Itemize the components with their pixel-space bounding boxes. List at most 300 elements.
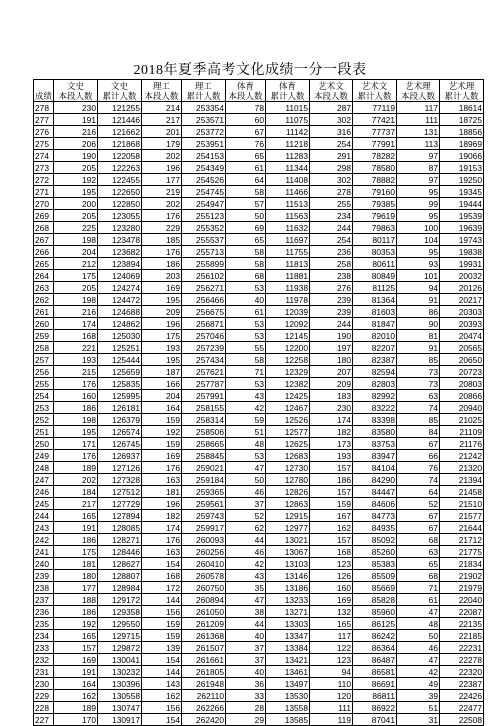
cell-yishuli-cumulative: 20474 xyxy=(440,330,484,342)
cell-yishuli-segment: 61 xyxy=(397,594,440,606)
cell-tiyu-segment: 60 xyxy=(226,114,266,126)
cell-yishuli-segment: 84 xyxy=(397,426,440,438)
cell-yishuli-cumulative: 20393 xyxy=(440,318,484,330)
cell-ligong-cumulative: 255123 xyxy=(182,210,226,222)
cell-score: 258 xyxy=(34,342,54,354)
cell-score: 231 xyxy=(34,666,54,678)
cell-wenshi-segment: 205 xyxy=(54,282,98,294)
cell-score: 278 xyxy=(34,102,54,114)
cell-yishuli-segment: 74 xyxy=(397,402,440,414)
cell-ligong-segment: 175 xyxy=(142,330,182,342)
cell-wenshi-cumulative: 127328 xyxy=(98,474,142,486)
table-row xyxy=(34,678,484,690)
cell-ligong-cumulative: 254745 xyxy=(182,186,226,198)
cell-ligong-segment: 159 xyxy=(142,438,182,450)
cell-wenshi-segment: 230 xyxy=(54,102,98,114)
cell-yishuli-cumulative: 19066 xyxy=(440,150,484,162)
cell-tiyu-cumulative: 13497 xyxy=(266,678,310,690)
cell-ligong-segment: 196 xyxy=(142,498,182,510)
cell-wenshi-segment: 205 xyxy=(54,210,98,222)
cell-tiyu-cumulative: 11344 xyxy=(266,162,310,174)
cell-wenshi-cumulative: 130558 xyxy=(98,690,142,702)
cell-tiyu-cumulative: 11632 xyxy=(266,222,310,234)
cell-tiyu-cumulative: 12863 xyxy=(266,498,310,510)
cell-wenshi-cumulative: 129715 xyxy=(98,630,142,642)
cell-wenshi-segment: 215 xyxy=(54,366,98,378)
cell-wenshi-cumulative: 128807 xyxy=(98,570,142,582)
cell-wenshi-segment: 216 xyxy=(54,306,98,318)
cell-yishuli-segment: 81 xyxy=(397,330,440,342)
cell-wenshi-cumulative: 130041 xyxy=(98,654,142,666)
cell-wenshi-segment: 157 xyxy=(54,642,98,654)
cell-yishuwen-segment: 278 xyxy=(310,186,353,198)
table-row xyxy=(34,522,484,534)
cell-tiyu-segment: 58 xyxy=(226,354,266,366)
cell-score: 238 xyxy=(34,582,54,594)
cell-yishuli-cumulative: 22278 xyxy=(440,654,484,666)
cell-wenshi-cumulative: 121446 xyxy=(98,114,142,126)
column-header-score: 成绩 xyxy=(34,80,54,102)
cell-tiyu-segment: 53 xyxy=(226,282,266,294)
cell-tiyu-cumulative: 13461 xyxy=(266,666,310,678)
cell-wenshi-cumulative: 125835 xyxy=(98,378,142,390)
cell-yishuli-cumulative: 18856 xyxy=(440,126,484,138)
cell-wenshi-segment: 204 xyxy=(54,246,98,258)
table-row xyxy=(34,390,484,402)
cell-yishuwen-cumulative: 83222 xyxy=(353,402,397,414)
table-row xyxy=(34,210,484,222)
cell-wenshi-cumulative: 126937 xyxy=(98,450,142,462)
cell-tiyu-segment: 62 xyxy=(226,522,266,534)
cell-yishuli-cumulative: 20803 xyxy=(440,378,484,390)
cell-tiyu-segment: 44 xyxy=(226,534,266,546)
cell-tiyu-segment: 53 xyxy=(226,330,266,342)
cell-tiyu-cumulative: 12329 xyxy=(266,366,310,378)
cell-yishuwen-segment: 197 xyxy=(310,342,353,354)
cell-ligong-cumulative: 260093 xyxy=(182,534,226,546)
cell-score: 247 xyxy=(34,474,54,486)
cell-score: 239 xyxy=(34,570,54,582)
cell-yishuwen-cumulative: 78282 xyxy=(353,150,397,162)
cell-yishuwen-segment: 316 xyxy=(310,126,353,138)
cell-wenshi-cumulative: 126181 xyxy=(98,402,142,414)
cell-yishuwen-cumulative: 84935 xyxy=(353,522,397,534)
cell-yishuwen-cumulative: 83580 xyxy=(353,426,397,438)
cell-yishuwen-segment: 239 xyxy=(310,306,353,318)
cell-wenshi-segment: 191 xyxy=(54,522,98,534)
cell-yishuli-segment: 76 xyxy=(397,462,440,474)
table-row xyxy=(34,150,484,162)
cell-yishuli-segment: 63 xyxy=(397,546,440,558)
cell-wenshi-cumulative: 129872 xyxy=(98,642,142,654)
cell-yishuwen-cumulative: 79619 xyxy=(353,210,397,222)
cell-wenshi-segment: 180 xyxy=(54,570,98,582)
cell-yishuli-segment: 85 xyxy=(397,354,440,366)
cell-ligong-segment: 181 xyxy=(142,486,182,498)
cell-ligong-cumulative: 259365 xyxy=(182,486,226,498)
cell-wenshi-segment: 202 xyxy=(54,474,98,486)
cell-yishuwen-segment: 168 xyxy=(310,546,353,558)
cell-tiyu-cumulative: 12526 xyxy=(266,414,310,426)
cell-yishuli-segment: 86 xyxy=(397,306,440,318)
cell-wenshi-cumulative: 122263 xyxy=(98,162,142,174)
cell-ligong-cumulative: 254526 xyxy=(182,174,226,186)
cell-score: 250 xyxy=(34,438,54,450)
cell-tiyu-cumulative: 12425 xyxy=(266,390,310,402)
cell-ligong-segment: 139 xyxy=(142,642,182,654)
cell-wenshi-cumulative: 129358 xyxy=(98,606,142,618)
cell-tiyu-segment: 58 xyxy=(226,186,266,198)
cell-yishuwen-segment: 169 xyxy=(310,594,353,606)
cell-tiyu-segment: 44 xyxy=(226,618,266,630)
cell-ligong-segment: 204 xyxy=(142,390,182,402)
cell-yishuli-cumulative: 18969 xyxy=(440,138,484,150)
table-row xyxy=(34,618,484,630)
cell-yishuli-cumulative: 21902 xyxy=(440,570,484,582)
cell-ligong-segment: 164 xyxy=(142,402,182,414)
cell-tiyu-segment: 78 xyxy=(226,102,266,114)
cell-ligong-cumulative: 256271 xyxy=(182,282,226,294)
cell-tiyu-segment: 40 xyxy=(226,630,266,642)
cell-tiyu-segment: 47 xyxy=(226,462,266,474)
cell-wenshi-segment: 177 xyxy=(54,582,98,594)
cell-wenshi-cumulative: 130747 xyxy=(98,702,142,714)
cell-tiyu-cumulative: 11466 xyxy=(266,186,310,198)
cell-yishuwen-cumulative: 77991 xyxy=(353,138,397,150)
cell-wenshi-segment: 186 xyxy=(54,534,98,546)
cell-yishuli-cumulative: 19250 xyxy=(440,174,484,186)
cell-yishuwen-segment: 123 xyxy=(310,654,353,666)
cell-tiyu-cumulative: 12382 xyxy=(266,378,310,390)
cell-wenshi-segment: 212 xyxy=(54,258,98,270)
cell-ligong-segment: 185 xyxy=(142,234,182,246)
cell-tiyu-segment: 65 xyxy=(226,150,266,162)
cell-yishuwen-cumulative: 85669 xyxy=(353,582,397,594)
cell-ligong-segment: 217 xyxy=(142,114,182,126)
cell-ligong-segment: 176 xyxy=(142,462,182,474)
cell-yishuwen-segment: 174 xyxy=(310,414,353,426)
cell-score: 240 xyxy=(34,558,54,570)
cell-yishuli-segment: 39 xyxy=(397,690,440,702)
cell-ligong-segment: 154 xyxy=(142,714,182,726)
cell-ligong-segment: 162 xyxy=(142,690,182,702)
cell-tiyu-segment: 37 xyxy=(226,654,266,666)
cell-tiyu-segment: 61 xyxy=(226,162,266,174)
cell-ligong-segment: 163 xyxy=(142,474,182,486)
table-row xyxy=(34,546,484,558)
cell-yishuwen-segment: 190 xyxy=(310,330,353,342)
cell-yishuwen-cumulative: 79160 xyxy=(353,186,397,198)
cell-yishuli-cumulative: 20866 xyxy=(440,390,484,402)
cell-yishuwen-cumulative: 77737 xyxy=(353,126,397,138)
cell-ligong-segment: 176 xyxy=(142,210,182,222)
cell-yishuli-cumulative: 20940 xyxy=(440,402,484,414)
cell-yishuli-cumulative: 22508 xyxy=(440,714,484,726)
table-row xyxy=(34,474,484,486)
cell-ligong-cumulative: 256675 xyxy=(182,306,226,318)
cell-tiyu-segment: 52 xyxy=(226,510,266,522)
cell-score: 276 xyxy=(34,126,54,138)
cell-tiyu-segment: 53 xyxy=(226,318,266,330)
cell-wenshi-cumulative: 123055 xyxy=(98,210,142,222)
cell-ligong-segment: 196 xyxy=(142,318,182,330)
cell-wenshi-cumulative: 128627 xyxy=(98,558,142,570)
cell-yishuli-segment: 117 xyxy=(397,102,440,114)
cell-ligong-cumulative: 261209 xyxy=(182,618,226,630)
cell-wenshi-cumulative: 128271 xyxy=(98,534,142,546)
cell-wenshi-cumulative: 126745 xyxy=(98,438,142,450)
cell-yishuwen-segment: 287 xyxy=(310,102,353,114)
cell-yishuwen-cumulative: 85260 xyxy=(353,546,397,558)
cell-yishuwen-cumulative: 83398 xyxy=(353,414,397,426)
cell-ligong-cumulative: 262266 xyxy=(182,702,226,714)
cell-wenshi-segment: 188 xyxy=(54,594,98,606)
cell-score: 228 xyxy=(34,702,54,714)
cell-yishuwen-segment: 157 xyxy=(310,462,353,474)
cell-wenshi-segment: 181 xyxy=(54,558,98,570)
table-row xyxy=(34,318,484,330)
cell-yishuwen-segment: 159 xyxy=(310,498,353,510)
cell-score: 274 xyxy=(34,150,54,162)
cell-yishuli-segment: 97 xyxy=(397,174,440,186)
cell-yishuli-segment: 93 xyxy=(397,258,440,270)
cell-yishuwen-segment: 126 xyxy=(310,570,353,582)
cell-tiyu-cumulative: 13067 xyxy=(266,546,310,558)
cell-yishuli-cumulative: 18725 xyxy=(440,114,484,126)
cell-yishuwen-segment: 165 xyxy=(310,618,353,630)
table-row xyxy=(34,126,484,138)
cell-yishuli-segment: 66 xyxy=(397,450,440,462)
cell-wenshi-cumulative: 130396 xyxy=(98,678,142,690)
cell-tiyu-cumulative: 13530 xyxy=(266,690,310,702)
cell-yishuli-cumulative: 22135 xyxy=(440,618,484,630)
cell-yishuwen-segment: 302 xyxy=(310,174,353,186)
cell-yishuli-segment: 51 xyxy=(397,702,440,714)
cell-score: 268 xyxy=(34,222,54,234)
cell-tiyu-cumulative: 13186 xyxy=(266,582,310,594)
cell-yishuli-cumulative: 21176 xyxy=(440,438,484,450)
cell-tiyu-cumulative: 12683 xyxy=(266,450,310,462)
cell-wenshi-cumulative: 122850 xyxy=(98,198,142,210)
table-body xyxy=(34,102,484,726)
cell-yishuwen-segment: 183 xyxy=(310,390,353,402)
cell-yishuwen-cumulative: 86581 xyxy=(353,666,397,678)
cell-yishuli-segment: 71 xyxy=(397,582,440,594)
cell-yishuli-cumulative: 19153 xyxy=(440,162,484,174)
table-row xyxy=(34,606,484,618)
cell-tiyu-segment: 48 xyxy=(226,438,266,450)
cell-ligong-cumulative: 262110 xyxy=(182,690,226,702)
cell-yishuli-cumulative: 22387 xyxy=(440,678,484,690)
column-header-wenshi-cumulative: 文史 累计人数 xyxy=(98,80,142,102)
cell-tiyu-segment: 50 xyxy=(226,210,266,222)
cell-yishuwen-cumulative: 84104 xyxy=(353,462,397,474)
cell-wenshi-cumulative: 129550 xyxy=(98,618,142,630)
column-header-ligong-cumulative: 理工 累计人数 xyxy=(182,80,226,102)
cell-yishuli-segment: 101 xyxy=(397,270,440,282)
cell-ligong-segment: 159 xyxy=(142,630,182,642)
cell-yishuli-segment: 63 xyxy=(397,390,440,402)
cell-ligong-cumulative: 258506 xyxy=(182,426,226,438)
cell-tiyu-cumulative: 11015 xyxy=(266,102,310,114)
cell-tiyu-cumulative: 13384 xyxy=(266,642,310,654)
cell-wenshi-segment: 165 xyxy=(54,510,98,522)
cell-wenshi-segment: 221 xyxy=(54,342,98,354)
cell-yishuwen-segment: 234 xyxy=(310,210,353,222)
cell-wenshi-segment: 216 xyxy=(54,126,98,138)
cell-wenshi-cumulative: 126379 xyxy=(98,414,142,426)
cell-yishuwen-segment: 255 xyxy=(310,198,353,210)
cell-ligong-cumulative: 257787 xyxy=(182,378,226,390)
cell-score: 229 xyxy=(34,690,54,702)
cell-yishuli-segment: 99 xyxy=(397,198,440,210)
cell-yishuwen-segment: 254 xyxy=(310,138,353,150)
cell-yishuli-cumulative: 21834 xyxy=(440,558,484,570)
cell-yishuwen-segment: 186 xyxy=(310,474,353,486)
table-row xyxy=(34,198,484,210)
table-row xyxy=(34,438,484,450)
cell-wenshi-cumulative: 128984 xyxy=(98,582,142,594)
cell-ligong-cumulative: 260578 xyxy=(182,570,226,582)
cell-tiyu-segment: 64 xyxy=(226,174,266,186)
cell-yishuli-cumulative: 21394 xyxy=(440,474,484,486)
cell-yishuwen-cumulative: 77421 xyxy=(353,114,397,126)
cell-yishuli-segment: 85 xyxy=(397,414,440,426)
cell-yishuwen-segment: 117 xyxy=(310,630,353,642)
cell-yishuwen-cumulative: 82010 xyxy=(353,330,397,342)
cell-ligong-cumulative: 257046 xyxy=(182,330,226,342)
cell-wenshi-cumulative: 130917 xyxy=(98,714,142,726)
cell-score: 259 xyxy=(34,330,54,342)
cell-tiyu-cumulative: 13303 xyxy=(266,618,310,630)
cell-score: 254 xyxy=(34,390,54,402)
cell-yishuli-cumulative: 20303 xyxy=(440,306,484,318)
cell-wenshi-cumulative: 127894 xyxy=(98,510,142,522)
table-row xyxy=(34,282,484,294)
cell-yishuli-cumulative: 21242 xyxy=(440,450,484,462)
cell-ligong-cumulative: 260256 xyxy=(182,546,226,558)
cell-ligong-cumulative: 261805 xyxy=(182,666,226,678)
cell-tiyu-cumulative: 12258 xyxy=(266,354,310,366)
cell-yishuli-cumulative: 20723 xyxy=(440,366,484,378)
table-row xyxy=(34,114,484,126)
cell-ligong-segment: 177 xyxy=(142,174,182,186)
cell-wenshi-segment: 176 xyxy=(54,450,98,462)
cell-ligong-segment: 202 xyxy=(142,198,182,210)
cell-yishuwen-cumulative: 85509 xyxy=(353,570,397,582)
cell-ligong-segment: 176 xyxy=(142,246,182,258)
table-row xyxy=(34,330,484,342)
cell-wenshi-segment: 195 xyxy=(54,426,98,438)
table-row xyxy=(34,594,484,606)
cell-yishuli-segment: 97 xyxy=(397,150,440,162)
cell-yishuli-segment: 48 xyxy=(397,618,440,630)
cell-wenshi-cumulative: 127729 xyxy=(98,498,142,510)
table-row xyxy=(34,162,484,174)
cell-yishuwen-segment: 209 xyxy=(310,378,353,390)
cell-yishuwen-cumulative: 86242 xyxy=(353,630,397,642)
cell-ligong-cumulative: 261948 xyxy=(182,678,226,690)
cell-tiyu-cumulative: 12039 xyxy=(266,306,310,318)
cell-tiyu-cumulative: 13421 xyxy=(266,654,310,666)
cell-yishuwen-segment: 236 xyxy=(310,246,353,258)
cell-score: 264 xyxy=(34,270,54,282)
cell-yishuwen-segment: 254 xyxy=(310,234,353,246)
cell-score: 234 xyxy=(34,630,54,642)
cell-score: 263 xyxy=(34,282,54,294)
cell-tiyu-segment: 46 xyxy=(226,546,266,558)
cell-tiyu-cumulative: 11978 xyxy=(266,294,310,306)
cell-ligong-segment: 202 xyxy=(142,150,182,162)
cell-yishuwen-cumulative: 80353 xyxy=(353,246,397,258)
table-row xyxy=(34,246,484,258)
cell-yishuwen-segment: 258 xyxy=(310,258,353,270)
cell-yishuli-segment: 68 xyxy=(397,534,440,546)
cell-yishuwen-cumulative: 86487 xyxy=(353,654,397,666)
cell-ligong-segment: 176 xyxy=(142,534,182,546)
cell-wenshi-cumulative: 125251 xyxy=(98,342,142,354)
cell-yishuli-cumulative: 22087 xyxy=(440,606,484,618)
cell-yishuwen-cumulative: 84773 xyxy=(353,510,397,522)
cell-yishuwen-cumulative: 86364 xyxy=(353,642,397,654)
cell-tiyu-segment: 36 xyxy=(226,678,266,690)
cell-ligong-cumulative: 253772 xyxy=(182,126,226,138)
cell-wenshi-segment: 160 xyxy=(54,390,98,402)
cell-ligong-segment: 186 xyxy=(142,258,182,270)
cell-yishuwen-segment: 167 xyxy=(310,510,353,522)
cell-ligong-cumulative: 255537 xyxy=(182,234,226,246)
cell-yishuli-segment: 47 xyxy=(397,654,440,666)
cell-yishuli-segment: 64 xyxy=(397,486,440,498)
cell-wenshi-segment: 198 xyxy=(54,234,98,246)
cell-yishuli-segment: 111 xyxy=(397,114,440,126)
cell-tiyu-segment: 37 xyxy=(226,642,266,654)
cell-yishuli-cumulative: 19444 xyxy=(440,198,484,210)
cell-ligong-cumulative: 255899 xyxy=(182,258,226,270)
cell-yishuli-cumulative: 22320 xyxy=(440,666,484,678)
table-row xyxy=(34,402,484,414)
cell-wenshi-cumulative: 122058 xyxy=(98,150,142,162)
cell-ligong-segment: 195 xyxy=(142,354,182,366)
cell-yishuli-segment: 73 xyxy=(397,366,440,378)
cell-yishuwen-cumulative: 85960 xyxy=(353,606,397,618)
cell-tiyu-segment: 38 xyxy=(226,606,266,618)
cell-yishuwen-cumulative: 86922 xyxy=(353,702,397,714)
cell-ligong-cumulative: 259021 xyxy=(182,462,226,474)
cell-yishuli-cumulative: 19743 xyxy=(440,234,484,246)
cell-ligong-segment: 144 xyxy=(142,594,182,606)
cell-score: 243 xyxy=(34,522,54,534)
column-header-yishuwen-segment: 艺术文 本段人数 xyxy=(310,80,353,102)
cell-ligong-cumulative: 254947 xyxy=(182,198,226,210)
cell-tiyu-cumulative: 11218 xyxy=(266,138,310,150)
cell-tiyu-cumulative: 13558 xyxy=(266,702,310,714)
cell-tiyu-cumulative: 13021 xyxy=(266,534,310,546)
cell-wenshi-segment: 198 xyxy=(54,414,98,426)
table-row xyxy=(34,102,484,114)
table-row xyxy=(34,258,484,270)
cell-score: 266 xyxy=(34,246,54,258)
cell-ligong-segment: 169 xyxy=(142,450,182,462)
cell-wenshi-segment: 205 xyxy=(54,162,98,174)
table-row xyxy=(34,270,484,282)
cell-tiyu-segment: 28 xyxy=(226,702,266,714)
cell-wenshi-cumulative: 123682 xyxy=(98,246,142,258)
cell-yishuwen-segment: 302 xyxy=(310,114,353,126)
cell-wenshi-segment: 174 xyxy=(54,318,98,330)
cell-yishuli-segment: 113 xyxy=(397,138,440,150)
cell-wenshi-segment: 192 xyxy=(54,618,98,630)
